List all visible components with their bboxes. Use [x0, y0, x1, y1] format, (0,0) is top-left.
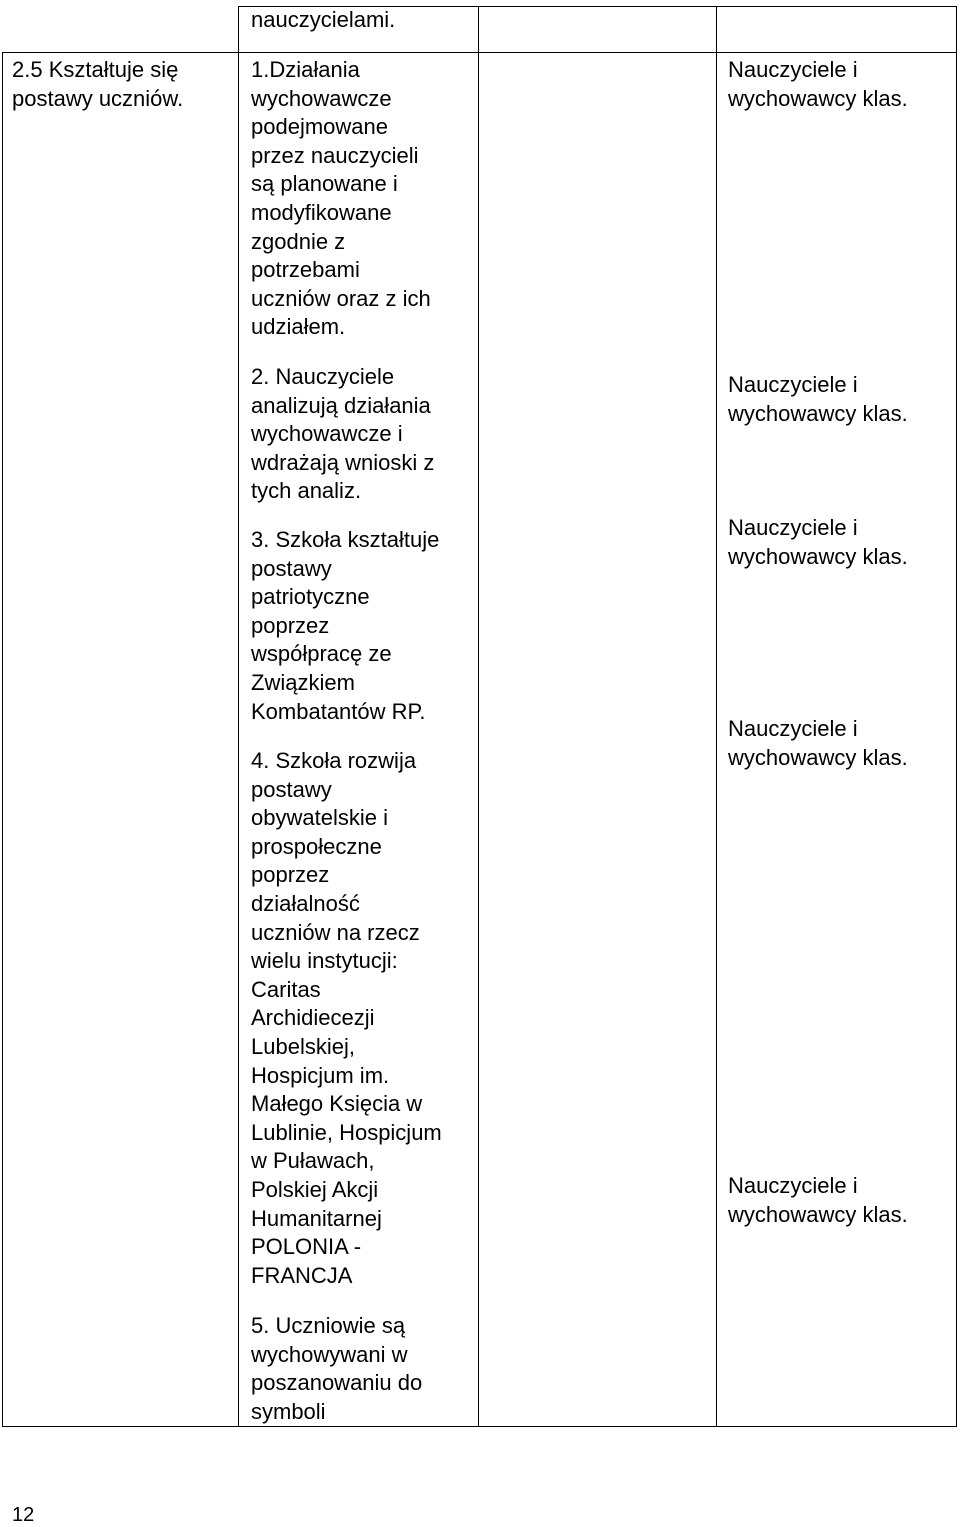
- area-line: 2.5 Kształtuje się: [12, 57, 179, 82]
- text-line: Nauczyciele i: [728, 372, 858, 397]
- table-left-border: [2, 52, 3, 1427]
- text-line: 3. Szkoła kształtuje: [251, 527, 440, 552]
- text-line: przez nauczycieli: [251, 142, 419, 168]
- text-line: modyfikowane: [251, 199, 392, 225]
- table-bottom-border: [2, 1426, 957, 1427]
- text-line: działalność: [251, 890, 360, 916]
- table-right-border: [956, 6, 957, 1427]
- text-line: 4. Szkoła rozwija: [251, 748, 417, 773]
- text-line: POLONIA -: [251, 1234, 362, 1260]
- text-line: Małego Księcia w: [251, 1091, 423, 1117]
- text-line: patriotyczne: [251, 584, 370, 610]
- page-number: 12: [12, 1504, 35, 1526]
- text-line: Hospicjum im.: [251, 1062, 390, 1088]
- item-5-responsible: [728, 1172, 908, 1229]
- text-line: Polskiej Akcji: [251, 1176, 379, 1202]
- text-line: współpracę ze: [251, 641, 392, 667]
- text-line: Nauczyciele i: [728, 1173, 858, 1198]
- text-line: Nauczyciele i: [728, 57, 858, 82]
- text-line: wychowawcy klas.: [728, 400, 908, 426]
- item-2-responsible: [728, 371, 908, 428]
- text-line: FRANCJA: [251, 1262, 353, 1288]
- area-line: postawy uczniów.: [12, 85, 184, 111]
- text-line: wychowawcze i: [251, 421, 403, 447]
- text-line: 1.Działania: [251, 57, 360, 82]
- item-1: [251, 56, 431, 342]
- text-line: postawy: [251, 776, 332, 802]
- text-line: obywatelskie i: [251, 805, 388, 831]
- text-line: 5. Uczniowie są: [251, 1313, 406, 1338]
- text-line: symboli: [251, 1398, 326, 1424]
- carryover-text: [251, 6, 395, 35]
- text-line: wychowawcy klas.: [728, 744, 908, 770]
- area-cell: [12, 56, 183, 113]
- item-4: [251, 747, 442, 1290]
- text-line: nauczycielami.: [251, 7, 396, 32]
- text-line: uczniów na rzecz: [251, 919, 420, 945]
- text-line: Związkiem: [251, 669, 355, 695]
- text-line: uczniów oraz z ich: [251, 285, 431, 311]
- text-line: poprzez: [251, 612, 330, 638]
- text-line: wychowywani w: [251, 1341, 408, 1367]
- row-divider: [2, 52, 957, 53]
- text-line: analizują działania: [251, 392, 431, 418]
- text-line: potrzebami: [251, 257, 360, 283]
- text-line: wychowawcze: [251, 85, 392, 111]
- text-line: poszanowaniu do: [251, 1370, 423, 1396]
- item-2: [251, 363, 434, 506]
- text-line: Nauczyciele i: [728, 515, 858, 540]
- text-line: w Puławach,: [251, 1148, 375, 1174]
- text-line: wychowawcy klas.: [728, 543, 908, 569]
- item-4-responsible: [728, 715, 908, 772]
- item-3: [251, 526, 439, 726]
- text-line: Caritas: [251, 976, 321, 1002]
- text-line: podejmowane: [251, 114, 388, 140]
- text-line: Lubelskiej,: [251, 1033, 355, 1059]
- text-line: udziałem.: [251, 314, 346, 340]
- text-line: Nauczyciele i: [728, 716, 858, 741]
- text-line: wychowawcy klas.: [728, 85, 908, 111]
- text-line: prospołeczne: [251, 833, 382, 859]
- text-line: wychowawcy klas.: [728, 1201, 908, 1227]
- text-line: Archidiecezji: [251, 1005, 375, 1031]
- text-line: Lublinie, Hospicjum: [251, 1119, 442, 1145]
- text-line: Kombatantów RP.: [251, 698, 426, 724]
- item-1-responsible: [728, 56, 908, 113]
- column-divider-3: [716, 6, 717, 1427]
- column-divider-1: [238, 6, 239, 1427]
- text-line: 2. Nauczyciele: [251, 364, 395, 389]
- item-5: [251, 1312, 422, 1426]
- text-line: tych analiz.: [251, 478, 362, 504]
- text-line: poprzez: [251, 862, 330, 888]
- text-line: wielu instytucji:: [251, 948, 398, 974]
- text-line: zgodnie z: [251, 228, 346, 254]
- text-line: wdrażają wnioski z: [251, 449, 435, 475]
- text-line: Humanitarnej: [251, 1205, 382, 1231]
- text-line: postawy: [251, 555, 332, 581]
- text-line: są planowane i: [251, 171, 398, 197]
- item-3-responsible: [728, 514, 908, 571]
- column-divider-2: [478, 6, 479, 1427]
